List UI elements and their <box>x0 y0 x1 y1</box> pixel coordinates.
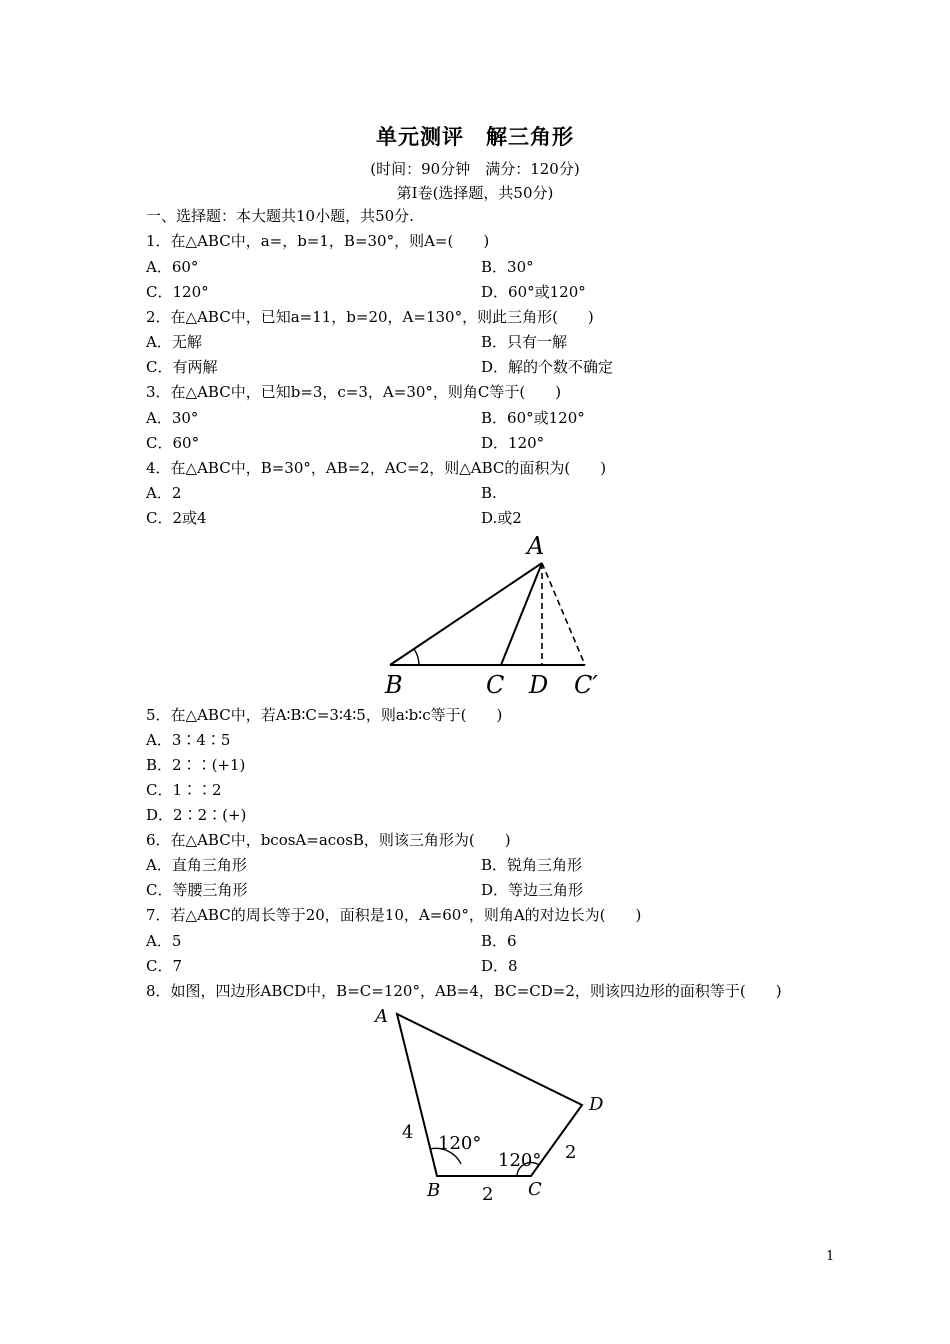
question-5-option-a: A．3∶4∶5 <box>146 731 231 749</box>
question-5-option-b: B．2∶∶(+1) <box>146 756 246 774</box>
question-6-stem: 6．在△ABC中，bcosA=acosB，则该三角形为( ) <box>146 831 511 849</box>
question-1-option-c: C．120° <box>146 283 209 301</box>
angle-c-label: 120° <box>498 1150 542 1171</box>
question-6-option-c: C．等腰三角形 <box>146 881 248 899</box>
section-instructions: 一、选择题：本大题共10小题，共50分. <box>146 207 414 225</box>
question-7-option-a: A．5 <box>146 932 182 950</box>
label-b: B <box>427 1180 441 1201</box>
label-d: D <box>529 671 549 699</box>
page-number: 1 <box>826 1249 835 1264</box>
length-bc: 2 <box>482 1184 494 1205</box>
triangle-figure <box>375 530 605 700</box>
question-2-stem: 2．在△ABC中，已知a=11，b=20，A=130°，则此三角形( ) <box>146 308 594 326</box>
question-6-option-d: D．等边三角形 <box>481 881 584 899</box>
question-4-option-b: B. <box>481 484 497 502</box>
label-b: B <box>385 671 403 699</box>
length-cd: 2 <box>565 1142 577 1163</box>
question-4-option-c: C．2或4 <box>146 509 207 527</box>
question-3-option-c: C．60° <box>146 434 200 452</box>
question-3-option-d: D．120° <box>481 434 545 452</box>
question-2-option-d: D．解的个数不确定 <box>481 358 614 376</box>
question-6-option-a: A．直角三角形 <box>146 856 247 874</box>
segment-c-a <box>501 563 542 665</box>
quadrilateral-figure <box>365 1000 625 1210</box>
angle-b-label: 120° <box>438 1133 482 1154</box>
question-5-option-d: D．2∶2∶(+) <box>146 806 247 824</box>
question-7-stem: 7．若△ABC的周长等于20，面积是10，A=60°，则角A的对边长为( ) <box>146 906 642 924</box>
question-1-option-d: D．60°或120° <box>481 283 586 301</box>
question-1-option-b: B．30° <box>481 258 534 276</box>
question-1-option-a: A．60° <box>146 258 199 276</box>
question-2-option-a: A．无解 <box>146 333 202 351</box>
question-3-option-a: A．30° <box>146 409 199 427</box>
question-6-option-b: B．锐角三角形 <box>481 856 583 874</box>
question-7-option-d: D．8 <box>481 957 518 975</box>
segment-b-a <box>390 563 542 665</box>
angle-b-arc <box>414 649 419 665</box>
exam-time-info: (时间：90分钟 满分：120分) <box>370 160 580 178</box>
section-header: 第Ⅰ卷(选择题，共50分) <box>396 184 554 202</box>
question-4-stem: 4．在△ABC中，B=30°，AB=2，AC=2，则△ABC的面积为( ) <box>146 459 607 477</box>
question-5-option-c: C．1∶∶2 <box>146 781 222 799</box>
question-4-option-d: D.或2 <box>481 509 522 527</box>
question-8-stem: 8．如图，四边形ABCD中，B=C=120°，AB=4，BC=CD=2，则该四边形的面积等于( ) <box>146 982 782 1000</box>
question-7-option-b: B．6 <box>481 932 517 950</box>
label-a: A <box>527 532 545 560</box>
question-7-option-c: C．7 <box>146 957 183 975</box>
quadrilateral-abcd <box>397 1014 582 1176</box>
label-d: D <box>589 1094 604 1115</box>
length-ab: 4 <box>402 1122 414 1143</box>
question-3-option-b: B．60°或120° <box>481 409 585 427</box>
page-title: 单元测评 解三角形 <box>376 124 574 149</box>
label-c: C <box>486 671 505 699</box>
label-c: C <box>528 1179 542 1200</box>
question-3-stem: 3．在△ABC中，已知b=3，c=3，A=30°，则角C等于( ) <box>146 383 562 401</box>
label-c-prime: C′ <box>574 671 598 699</box>
question-5-stem: 5．在△ABC中，若A∶B∶C=3∶4∶5，则a∶b∶c等于( ) <box>146 706 503 724</box>
question-2-option-b: B．只有一解 <box>481 333 568 351</box>
question-1-stem: 1．在△ABC中，a=，b=1，B=30°，则A=( ) <box>146 232 490 250</box>
question-4-option-a: A．2 <box>146 484 182 502</box>
question-2-option-c: C．有两解 <box>146 358 218 376</box>
label-a: A <box>375 1006 388 1027</box>
segment-a-c2-dashed <box>542 563 585 665</box>
